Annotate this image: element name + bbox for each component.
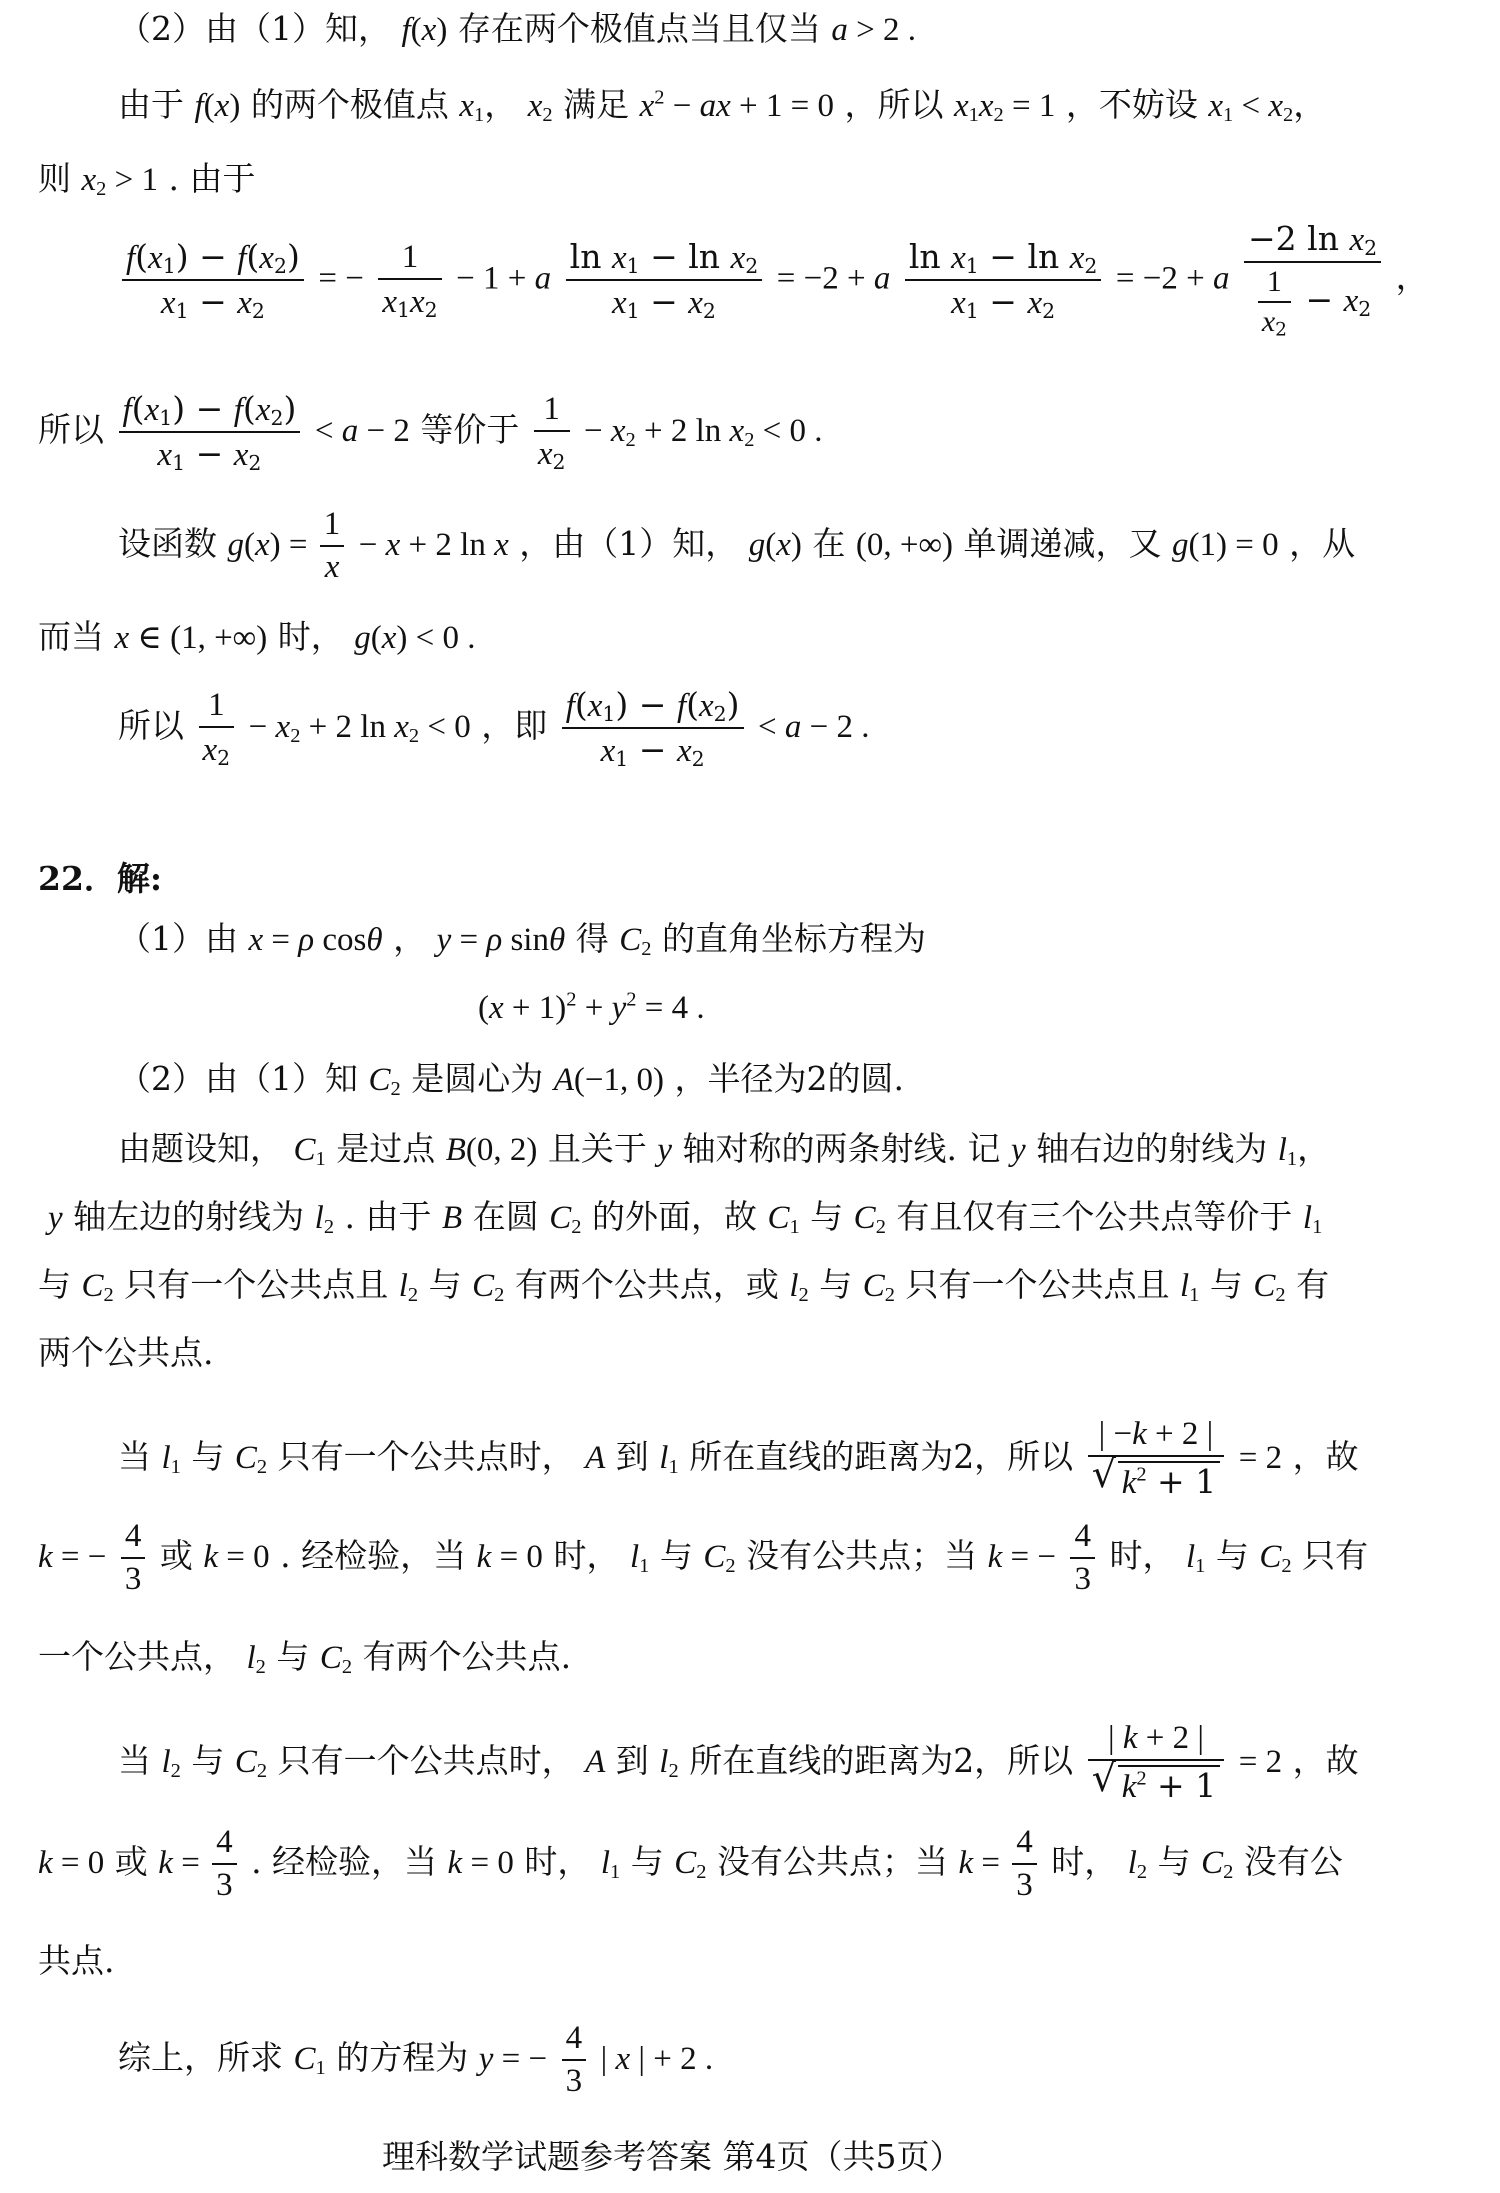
text: 等价于 — [420, 410, 520, 449]
text: 当 — [118, 1437, 151, 1476]
text: 当 — [118, 1741, 151, 1780]
text: . 由于 — [168, 159, 256, 198]
text: 只有 — [1302, 1536, 1369, 1575]
text: 只有一个公共点时， — [277, 1437, 575, 1476]
text-line: （2）由（1）知， f(x) 存在两个极值点当且仅当 a > 2 . — [118, 9, 916, 48]
text: 与 — [276, 1637, 310, 1676]
text: 有两个公共点，或 — [514, 1265, 779, 1304]
text: 时， — [1109, 1536, 1176, 1575]
text: . 经检验，当 — [251, 1842, 438, 1881]
text: 与 — [630, 1842, 664, 1881]
text-line: 与 $C_2$ 只有一个公共点且 $l_2$ 与 $C_2$ 有两个公共点，或 $l_2$ 与 $C_2$ 只有一个公共点且 $l_1$ 与 $C_2$ 有 — [38, 1265, 1330, 1307]
text: 与 — [819, 1265, 853, 1304]
text: 而当 — [38, 617, 104, 656]
text-line: y 轴左边的射线为 $l_2$ . 由于 B 在圆 $C_2$ 的外面，故 $C_1$ 与 $C_2$ 有且仅有三个公共点等价于 $l_1$ — [48, 1197, 1323, 1239]
text: 与 — [810, 1197, 844, 1236]
text-line: 而当 x ∈ (1, +∞) 时， g(x) < 0 . — [38, 617, 476, 656]
text: 综上，所求 — [118, 2038, 283, 2077]
text: ，半径为2的圆. — [674, 1059, 904, 1098]
text-line: 所以 $\frac{1}{x_2}$ − $x_2 + 2$ $\ln x_2 < 0$ ，即 $\frac{f(x_1) - f(x_2)}{x_1 - x_2}$ < a − 2 . — [118, 685, 870, 772]
text: 到 — [615, 1741, 649, 1780]
equation: $\frac{f(x_1) - f(x_2)}{x_1 - x_2}$ = − $\frac{1}{x_1x_2}$ − 1 + a $\frac{\ln x_1 - \ln x_2}{x_1 - x_2}$ = −2 + a $\frac{\ln x_1 - \ln x_2}{x_1 - x_2}$ = −2 + a −2 $\ln x_2$ $\frac{1}{x_2}$ − $x_2$ ， — [118, 222, 1429, 337]
text-line: 一个公共点， $l_2$ 与 $C_2$ 有两个公共点. — [38, 1637, 572, 1679]
text: 由于 — [118, 85, 184, 124]
text: 是过点 — [336, 1129, 436, 1168]
text: 在 — [812, 524, 846, 563]
text: ，由（1）知， — [519, 524, 739, 563]
text: 所以 — [38, 410, 104, 449]
text: 所在直线的距离为2，所以 — [689, 1741, 1074, 1780]
text: ，不妨设 — [1065, 85, 1198, 124]
text: 或 — [114, 1842, 148, 1881]
text: . 由于 — [344, 1197, 432, 1236]
text: 没有公 — [1243, 1842, 1343, 1881]
text: 或 — [159, 1536, 193, 1575]
text-line: 综上，所求 $C_1$ 的方程为 y = − $\frac{4}{3}$ | x | + 2 . — [118, 2020, 714, 2099]
text-line: 则 $x_2 > 1$ . 由于 — [38, 159, 256, 201]
text: 22．解: — [38, 859, 163, 898]
text: 与 — [191, 1437, 225, 1476]
footer-text: 理科数学试题参考答案 第4页（共5页） — [382, 2137, 963, 2176]
text-line: 当 $l_1$ 与 $C_2$ 只有一个公共点时， A 到 $l_1$ 所在直线的距离为2，所以 | −k + 2 | √ $k^2 + 1$ = 2 ，故 — [118, 1418, 1359, 1500]
text: 且关于 — [547, 1129, 647, 1168]
text: ，即 — [481, 706, 548, 745]
text: 的两个极值点 — [250, 85, 449, 124]
text: 设函数 — [118, 524, 217, 563]
text: 到 — [615, 1437, 649, 1476]
text-line: 由题设知， $C_1$ 是过点 B(0, 2) 且关于 y 轴对称的两条射线. 记 y 轴右边的射线为 $l_1$， — [118, 1129, 1331, 1171]
text-line: 由于 f(x) 的两个极值点 $x_1$， $x_2$ 满足 $x^2$ − ax + 1 = 0 ，所以 $x_1x_2 = 1$ ，不妨设 $x_1 < x_2$， — [118, 85, 1327, 127]
text: 时， — [1051, 1842, 1118, 1881]
text-line: 所以 $\frac{f(x_1) - f(x_2)}{x_1 - x_2}$ < a − 2 等价于 $\frac{1}{x_2}$ − $x_2 + 2$ $\ln x_2 < 0$ . — [38, 389, 823, 476]
text: 所在直线的距离为2，所以 — [689, 1437, 1074, 1476]
text: （2）由（1）知， — [118, 9, 391, 48]
text-line: k = 0 或 k = $\frac{4}{3}$ . 经检验，当 k = 0 时， $l_1$ 与 $C_2$ 没有公共点；当 k = $\frac{4}{3}$ 时， $l_2$ 与 $C_2$ 没有公 — [38, 1824, 1343, 1903]
text: 是圆心为 — [411, 1059, 544, 1098]
text: 轴对称的两条射线. 记 — [682, 1129, 1001, 1168]
text: ，故 — [1292, 1741, 1359, 1780]
text: 满足 — [563, 85, 630, 124]
text: 的方程为 — [336, 2038, 469, 2077]
text: 有 — [1296, 1265, 1330, 1304]
text-line — [38, 1333, 214, 1372]
text-line: 设函数 g(x) = $\frac{1}{x}$ − x + 2 ln x ，由（1）知， g(x) 在 (0, +∞) 单调递减，又 g(1) = 0 ，从 — [118, 506, 1356, 585]
text: 只有一个公共点且 — [905, 1265, 1170, 1304]
text: 与 — [1157, 1842, 1191, 1881]
text-line: 当 $l_2$ 与 $C_2$ 只有一个公共点时， A 到 $l_2$ 所在直线的距离为2，所以 | k + 2 | √ $k^2 + 1$ = 2 ，故 — [118, 1722, 1359, 1804]
text: 只有一个公共点且 — [124, 1265, 389, 1304]
text: 轴右边的射线为 — [1036, 1129, 1268, 1168]
text: （2）由（1）知 — [118, 1059, 358, 1098]
text: 共点. — [38, 1941, 115, 1980]
text-line: （2）由（1）知 $C_2$ 是圆心为 A(−1, 0) ，半径为2的圆. — [118, 1059, 904, 1101]
text-line: （1）由 x = ρ cosθ ， y = ρ sinθ 得 $C_2$ 的直角坐标方程为 — [118, 919, 926, 961]
text: . 经检验，当 — [280, 1536, 467, 1575]
text-line: k = − $\frac{4}{3}$ 或 k = 0 . 经检验，当 k = 0 时， $l_1$ 与 $C_2$ 没有公共点；当 k = − $\frac{4}{3}$ 时， $l_1$ 与 $C_2$ 只有 — [38, 1518, 1369, 1597]
text: 的外面，故 — [591, 1197, 757, 1236]
text: 与 — [659, 1536, 693, 1575]
text: 有且仅有三个公共点等价于 — [896, 1197, 1293, 1236]
text: 没有公共点；当 — [746, 1536, 978, 1575]
text: 有两个公共点. — [362, 1637, 572, 1676]
text: 与 — [38, 1265, 71, 1304]
text: 存在两个极值点当且仅当 — [457, 9, 821, 48]
text: （1）由 — [118, 919, 238, 958]
text: 的直角坐标方程为 — [661, 919, 926, 958]
equation: $(x + 1)^2 + y^2 = 4$ . — [478, 988, 705, 1026]
text: 由题设知， — [118, 1129, 283, 1168]
text: 单调递减，又 — [963, 524, 1162, 563]
text: 所以 — [118, 706, 184, 745]
text: 与 — [428, 1265, 462, 1304]
text: 与 — [1209, 1265, 1243, 1304]
text: ， — [393, 919, 427, 958]
text: 与 — [1215, 1536, 1249, 1575]
text: 轴左边的射线为 — [73, 1197, 305, 1236]
text: 一个公共点， — [38, 1637, 236, 1676]
text-line — [38, 1941, 115, 1980]
text: ，所以 — [844, 85, 944, 124]
text: 在圆 — [472, 1197, 539, 1236]
text: ，从 — [1289, 524, 1356, 563]
text: 没有公共点；当 — [716, 1842, 948, 1881]
text: 得 — [575, 919, 609, 958]
text: 只有一个公共点时， — [277, 1741, 575, 1780]
text: 时， — [277, 617, 344, 656]
page-footer — [382, 2137, 963, 2176]
question-heading — [38, 859, 163, 898]
text: 则 — [38, 159, 71, 198]
text: ，故 — [1292, 1437, 1359, 1476]
text: 与 — [191, 1741, 225, 1780]
text: 两个公共点. — [38, 1333, 214, 1372]
text: 时， — [524, 1842, 591, 1881]
text: 时， — [553, 1536, 620, 1575]
